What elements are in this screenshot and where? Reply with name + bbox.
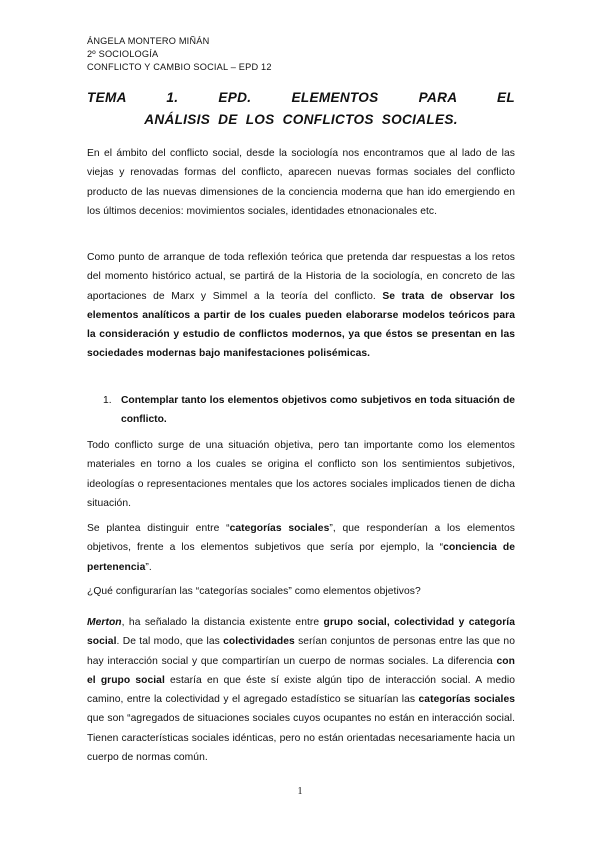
- paragraph-4-text-b: ”, que responderían a los elementos objetivos, frente a los elementos subjetivos que sería por ejemplo, la “: [87, 523, 515, 554]
- header-subject: CONFLICTO Y CAMBIO SOCIAL – EPD 12: [87, 62, 272, 73]
- paragraph-6: [87, 613, 515, 767]
- title-line-1: TEMA 1. EPD. ELEMENTOS PARA EL: [87, 90, 515, 105]
- paragraph-6-bold-d: categorías sociales: [418, 694, 516, 706]
- paragraph-2-text: Como punto de arranque de toda reflexión teórica que pretenda dar respuestas a los retos del momento histórico actual, se partirá de la Historia de la sociología, en concreto de las aportaciones de Marx y Simmel a la teoría del conflicto.: [87, 252, 515, 302]
- paragraph-6-text-d: estaría en que éste sí existe algún tipo de interacción social. A medio camino, entre la colectividad y el agregado estadístico se situarían las: [87, 674, 515, 706]
- paragraph-4-bold-a: categorías sociales: [229, 523, 330, 534]
- document-header: [87, 35, 272, 75]
- paragraph-4-bold-b: conciencia de pertenencia: [87, 542, 515, 573]
- header-author: ÁNGELA MONTERO MIÑÁN: [87, 36, 210, 46]
- paragraph-5-question: ¿Qué configurarían las “categorías sociales” como elementos objetivos?: [87, 586, 421, 597]
- list-item-number: 1.: [103, 395, 112, 406]
- title-line-2: ANÁLISIS DE LOS CONFLICTOS SOCIALES.: [144, 112, 458, 127]
- paragraph-6-bold-a: grupo social, colectividad y categoría social: [87, 617, 515, 648]
- paragraph-6-author: Merton: [87, 617, 122, 628]
- paragraph-6-text-b: . De tal modo, que las: [116, 636, 224, 648]
- paragraph-4-text-c: ”.: [145, 561, 152, 573]
- paragraph-6-text-c: serían conjuntos de personas entre las que no hay interacción social y que compartirían un cuerpo de normas sociales. La diferencia: [87, 636, 515, 667]
- header-course: 2º SOCIOLOGÍA: [87, 49, 159, 60]
- paragraph-4: [87, 519, 515, 577]
- paragraph-4-text-a: Se plantea distinguir entre “: [87, 523, 230, 534]
- paragraph-6-bold-b: colectividades: [223, 636, 295, 648]
- paragraph-3: Todo conflicto surge de una situación objetiva, pero tan importante como los elementos materiales en torno a los cuales se origina el conflicto son los sentimientos subjetivos, ideologías o representaciones mentales que los actores sociales implicados tienen de dicha situación.: [87, 440, 515, 509]
- paragraph-2-bold: Se trata de observar los elementos analíticos a partir de los cuales pueden elaborarse modelos teóricos para la consideración y estudio de conflictos modernos, ya que éstos se presentan en las sociedades modernas bajo manifestaciones polisémicas.: [87, 290, 515, 360]
- paragraph-2: [87, 248, 515, 364]
- page-number: 1: [297, 786, 303, 797]
- list-item-text: Contemplar tanto los elementos objetivos como subjetivos en toda situación de conflicto.: [121, 395, 515, 426]
- paragraph-6-bold-c: con el grupo social: [87, 655, 515, 686]
- paragraph-1: En el ámbito del conflicto social, desde la sociología nos encontramos que al lado de las viejas y renovadas formas del conflicto, aparecen nuevas formas sociales del conflicto producto de las nuevas dimensiones de la conciencia moderna que han ido emergiendo en los últimos decenios: movimientos sociales, identidades etnonacionales etc.: [87, 148, 515, 217]
- paragraph-6-text-a: , ha señalado la distancia existente entre: [121, 617, 324, 628]
- paragraph-6-text-e: que son “agregados de situaciones sociales cuyos ocupantes no están en interacción social. Tienen características sociales idénticas, pero no están orientadas necesariamente hacia un cuerpo de normas común.: [87, 713, 515, 764]
